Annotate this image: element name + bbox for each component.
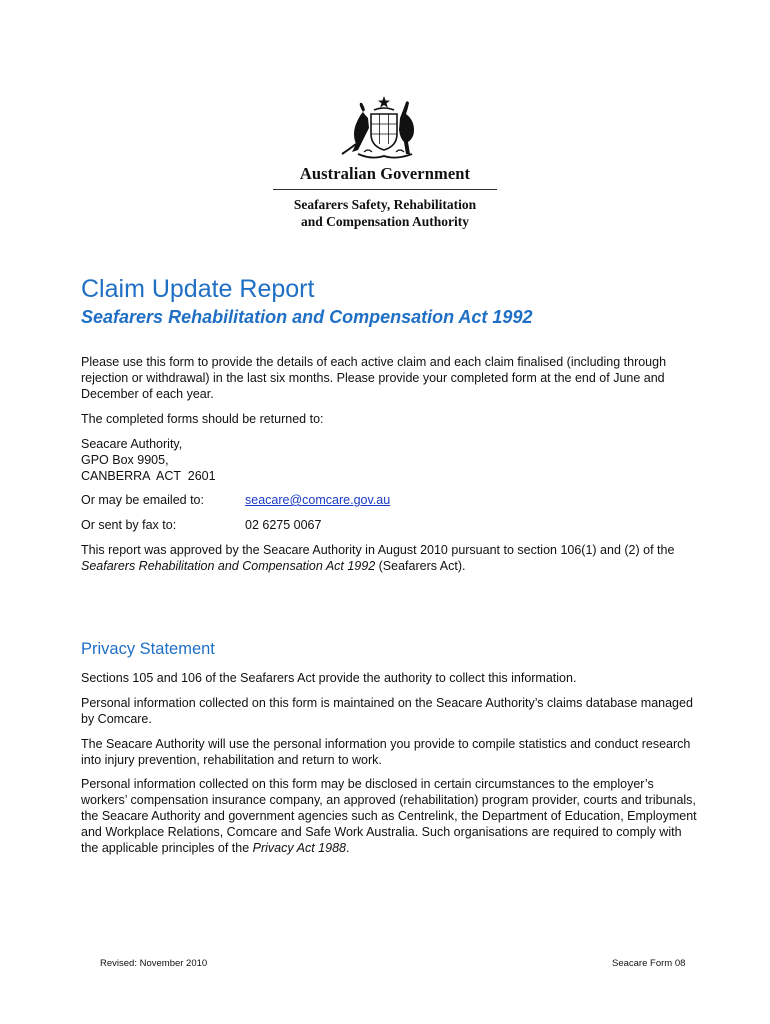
privacy-paragraph-3: The Seacare Authority will use the personal information you provide to compile statistics and conduct research into injury prevention, rehabilitation and return to work.: [81, 737, 691, 767]
address-line-1: Seacare Authority,: [81, 437, 183, 451]
government-name: Australian Government: [299, 164, 471, 183]
agency-logotype: [270, 164, 500, 230]
approval-paragraph: [81, 542, 701, 574]
page-subtitle: Seafarers Rehabilitation and Compensation Act 1992: [81, 307, 533, 327]
approval-act-title: Seafarers Rehabilitation and Compensation Act 1992: [81, 559, 376, 573]
approval-suffix: (Seafarers Act).: [375, 559, 466, 573]
privacy-paragraph-1: Sections 105 and 106 of the Seafarers Act provide the authority to collect this information.: [81, 671, 577, 685]
privacy-disclosure-suffix: .: [345, 841, 350, 855]
privacy-disclosure-text: Personal information collected on this form may be disclosed in certain circumstances to the employer’s workers’ compensation insurance company, an approved (rehabilitation) program provider, courts and tribunals, the Seacare Authority and government agencies such as Centrelink, the Department of Education, Employment and Workplace Relations, Comcare and Safe Work Australia. Such organisations are required to comply with the applicable principles of the: [81, 777, 697, 855]
return-instructions: The completed forms should be returned to:: [81, 412, 324, 426]
authority-name-line-2: and Compensation Authority: [300, 214, 470, 229]
page-title: Claim Update Report: [81, 275, 315, 303]
fax-label: Or sent by fax to:: [81, 518, 177, 532]
address-line-3: CANBERRA ACT 2601: [81, 469, 216, 483]
privacy-heading: Privacy Statement: [81, 640, 215, 658]
email-row: [81, 492, 391, 508]
email-link[interactable]: seacare@comcare.gov.au: [245, 493, 391, 507]
postal-address: [81, 436, 701, 484]
authority-name-line-1: Seafarers Safety, Rehabilitation: [293, 197, 477, 212]
commonwealth-coat-of-arms-icon: [338, 94, 430, 164]
privacy-act-title: Privacy Act 1988: [252, 841, 346, 855]
privacy-paragraph-4: [81, 776, 701, 856]
email-label: Or may be emailed to:: [81, 493, 204, 507]
address-line-2: GPO Box 9905,: [81, 453, 169, 467]
logotype-divider: [273, 189, 497, 190]
fax-number: 02 6275 0067: [245, 518, 322, 532]
fax-row: [81, 517, 322, 533]
intro-paragraph: Please use this form to provide the details of each active claim and each claim finalised (including through rejection or withdrawal) in the last six months. Please provide your completed form at the end of June and December of each year.: [81, 355, 667, 401]
footer-form-number: Seacare Form 08: [612, 958, 686, 969]
footer-revised: Revised: November 2010: [100, 958, 208, 969]
privacy-paragraph-2: Personal information collected on this form is maintained on the Seacare Authority’s claims database managed by Comcare.: [81, 696, 693, 726]
approval-text: This report was approved by the Seacare Authority in August 2010 pursuant to section 106(1) and (2) of the: [81, 543, 675, 557]
